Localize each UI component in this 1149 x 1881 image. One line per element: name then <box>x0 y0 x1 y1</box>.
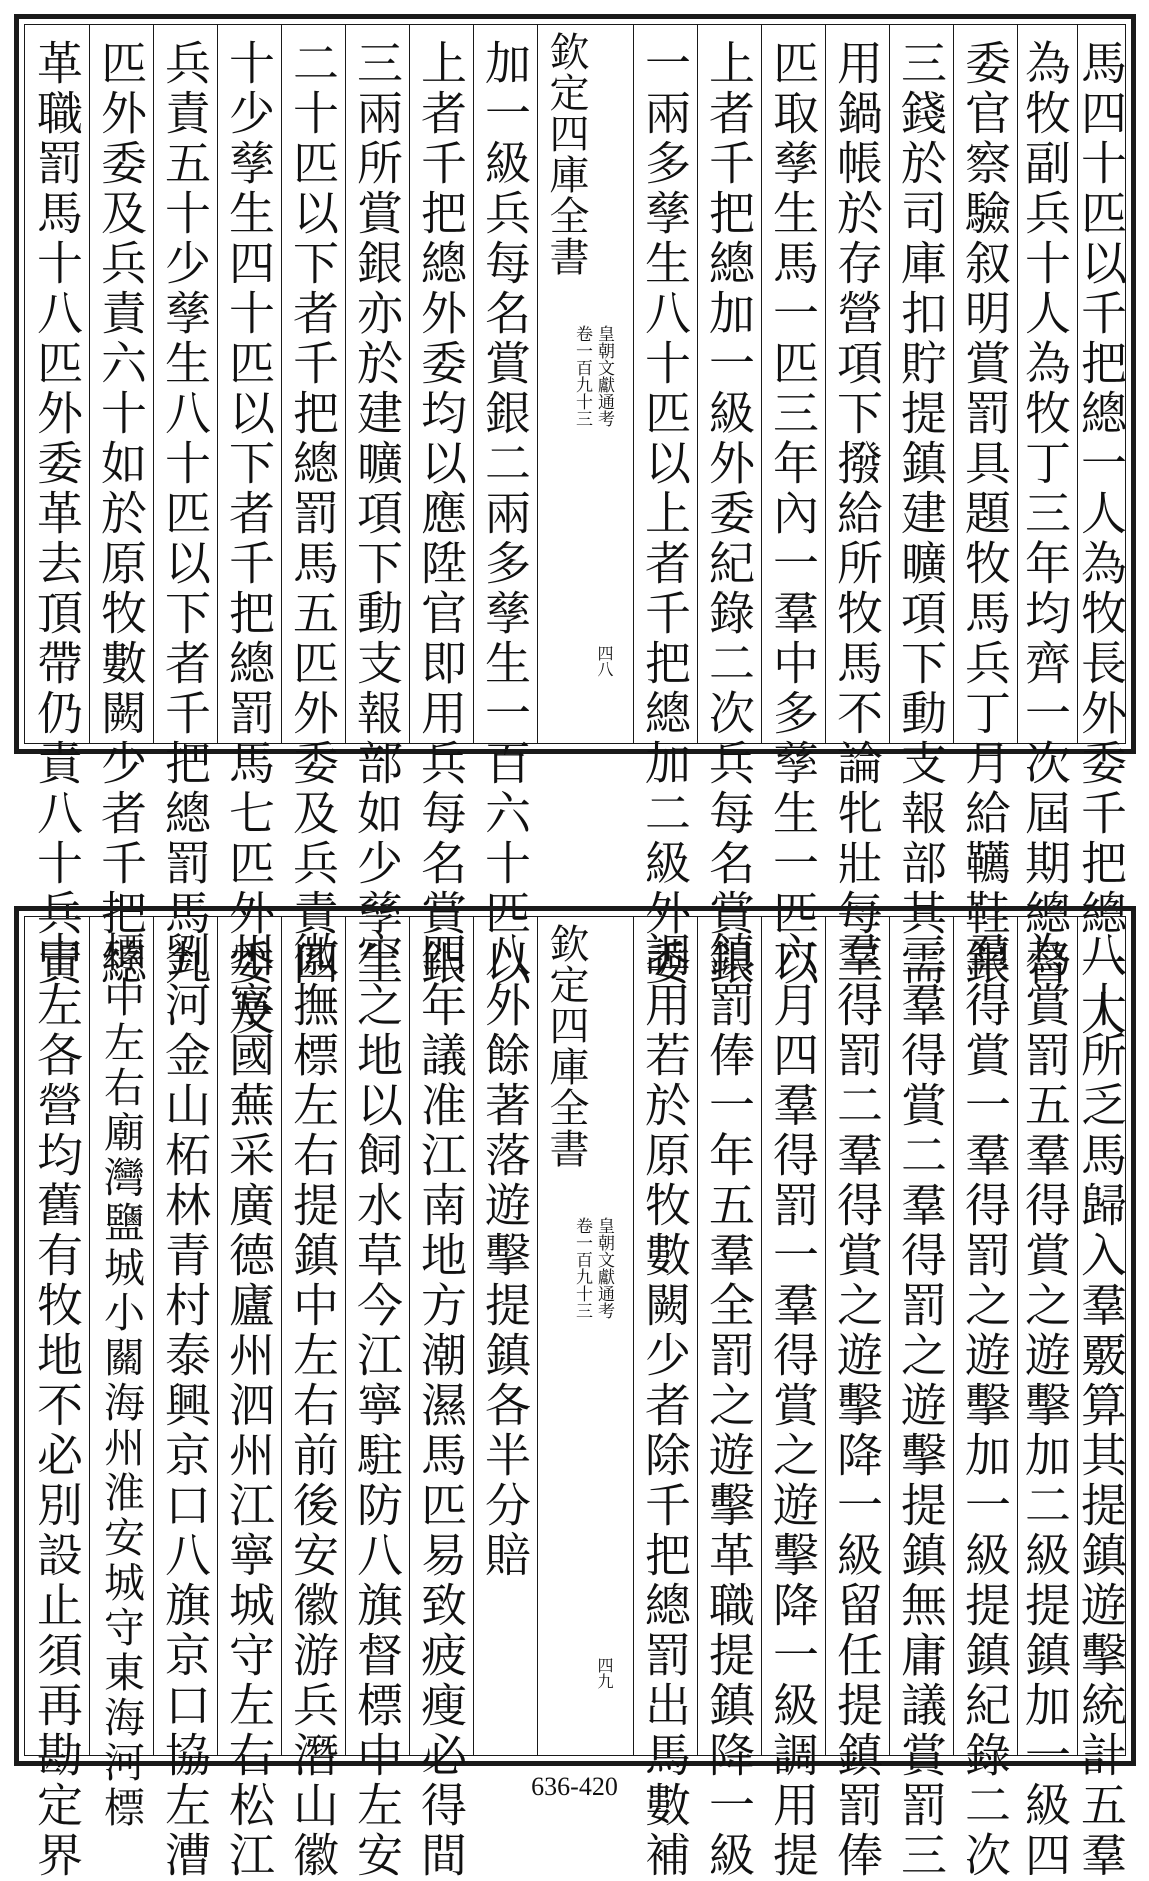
text-column: 一兩多孳生八十匹以上者千把總加二級外委 <box>633 25 697 743</box>
volume-label: 卷一百九十三 <box>572 1217 592 1319</box>
text-column: 為牧副兵十人為牧丁三年均齊一次屆期總督 <box>1017 25 1077 743</box>
leaf-number: 四九 <box>595 1657 614 1689</box>
text-column: 八十所乏馬歸入羣覈算其提鎮遊擊統計五羣 <box>1077 917 1133 1755</box>
text-column: 匹取孳生馬一匹三年內一羣中多孳生一匹以 <box>761 25 825 743</box>
text-column: 上者千把總外委均以應陞官即用兵每名賞銀 <box>409 25 473 743</box>
text-column: 劉河金山柘林青村泰興京口八旗京口協左漕 <box>153 917 217 1755</box>
text-column: 十少孳生四十匹以下者千把總罰馬七匹外委及 <box>217 25 281 743</box>
text-column: 用鍋帳於存營項下撥給所牧馬不論牝壯每三 <box>825 25 889 743</box>
top-page-frame <box>24 24 1128 1039</box>
text-column: 二十匹以下者千把總罰馬五匹外委及兵責四 <box>281 25 345 743</box>
text-column: 六月四羣得罰一羣得賞之遊擊降一級調用提 <box>761 917 825 1755</box>
book-subtitle: 皇朝文獻通考 <box>594 325 614 427</box>
text-column: 委官察驗叙明賞罰具題牧馬兵丁月給韉鞋銀 <box>953 25 1017 743</box>
text-column: 調用若於原牧數闕少者除千把總罰出馬數補 <box>633 917 697 1755</box>
text-column: 上者千把總加一級外委紀錄二次兵每名賞銀 <box>697 25 761 743</box>
text-column: 鎮罰俸一年五羣全罰之遊擊革職提鎮降一級 <box>697 917 761 1755</box>
text-column: 兵責五十少孳生八十匹以下者千把總罰馬九 <box>153 25 217 743</box>
leaf-number: 四八 <box>595 645 614 677</box>
text-column: 州寧國蕪采廣德廬州泗州江寧城守左右松江 <box>217 917 281 1755</box>
text-column: 三錢於司庫扣貯提鎮建曠項下動支報部其需 <box>889 25 953 743</box>
text-column: 四年議准江南地方潮濕馬匹易致疲瘦必得間 <box>409 917 473 1755</box>
book-title: 欽定四庫全書 <box>543 31 589 277</box>
text-column: 三羣得賞二羣得罰之遊擊提鎮無庸議賞罰三 <box>889 917 953 1755</box>
text-column: 羣得賞一羣得罰之遊擊加一級提鎮紀錄二次 <box>953 917 1017 1755</box>
text-column: 空之地以飼水草今江寧駐防八旗督標中左安 <box>345 917 409 1755</box>
top-page-panel <box>14 14 1136 1039</box>
text-column: 中左各營均舊有牧地不必別設止須再勘定界 <box>30 931 84 1881</box>
page-header-column <box>537 917 633 1755</box>
text-column: 標中左右廟灣鹽城小關海州淮安城守東海河標 <box>89 917 153 1755</box>
page-label: 636-420 <box>531 1772 618 1801</box>
book-title: 欽定四庫全書 <box>543 923 589 1169</box>
text-column: 馬四十匹以千把總一人為牧長外委千把總一人 <box>1077 25 1133 743</box>
text-column: 加一級兵每名賞銀二兩多孳生一百六十匹以 <box>473 25 537 743</box>
text-column: 革職罰馬十八匹外委革去頂帶仍責八十兵責 <box>30 39 84 989</box>
text-column: 羣得罰二羣得賞之遊擊降一級留任提鎮罰俸 <box>825 917 889 1755</box>
text-column: 八外餘著落遊擊提鎮各半分賠 <box>473 917 537 1755</box>
page-header-column <box>537 25 633 743</box>
text-column: 三兩所賞銀亦於建曠項下動支報部如少孳生 <box>345 25 409 743</box>
text-column: 為賞罰五羣得賞之遊擊加二級提鎮加一級四 <box>1017 917 1077 1755</box>
volume-label: 卷一百九十三 <box>572 325 592 427</box>
book-subtitle: 皇朝文獻通考 <box>594 1217 614 1319</box>
text-column: 匹外委及兵責六十如於原牧數闕少者千把總 <box>89 25 153 743</box>
text-column: 徽撫標左右提鎮中左右前後安徽游兵潛山徽 <box>281 917 345 1755</box>
